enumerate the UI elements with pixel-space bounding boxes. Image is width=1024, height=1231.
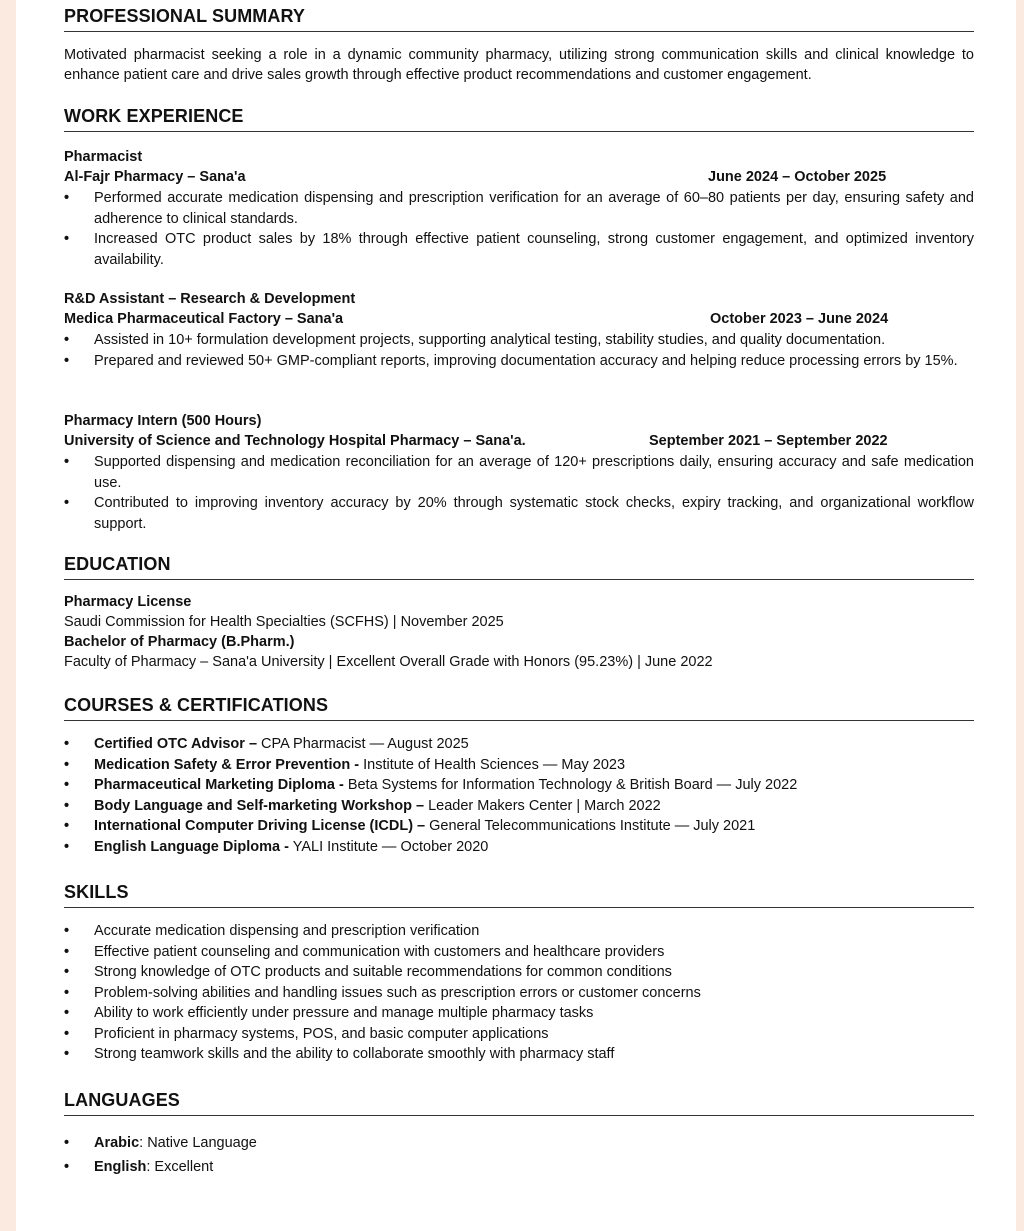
course-name: Medication Safety & Error Prevention - [94,756,360,773]
list-item [64,1155,974,1179]
job-org: Al-Fajr Pharmacy – Sana'a [64,169,246,185]
courses-section [64,695,974,857]
job-entry [64,147,974,270]
job-org-row [64,167,974,187]
job-entry [64,411,974,534]
course-detail: Leader Makers Center | March 2022 [424,797,661,814]
education-section [64,554,974,672]
education-detail: Faculty of Pharmacy – Sana'a University | Excellent Overall Grade with Honors (95.23%) | June 2022 [64,654,713,670]
list-item: • Ability to work efficiently under pressure and manage multiple pharmacy tasks [64,1003,974,1024]
language-level: : Native Language [139,1135,257,1151]
languages-list [64,1131,974,1179]
list-item [64,837,974,858]
course-detail: YALI Institute — October 2020 [288,838,489,855]
list-item: • Assisted in 10+ formulation development projects, supporting analytical testing, stability studies, and quality documentation. [64,330,974,351]
course-name: Pharmaceutical Marketing Diploma - [94,777,344,793]
languages-section [64,1090,974,1179]
language-name: English [94,1159,147,1175]
experience-heading: WORK EXPERIENCE [64,106,974,132]
job-entry [64,289,974,371]
course-detail: Institute of Health Sciences — May 2023 [359,756,626,773]
list-item [64,1131,974,1155]
list-item: • Contributed to improving inventory accuracy by 20% through systematic stock checks, expiry tracking, and organizational workflow support. [64,493,974,534]
list-item: • Performed accurate medication dispensing and prescription verification for an average of 60–80 patients per day, ensuring safety and adherence to clinical standards. [64,188,974,229]
education-heading: EDUCATION [64,554,974,580]
list-item: • Accurate medication dispensing and prescription verification [64,921,974,942]
education-title: Pharmacy License [64,594,192,610]
experience-section [64,106,974,132]
list-item: • Prepared and reviewed 50+ GMP-compliant reports, improving documentation accuracy and helping reduce processing errors by 15%. [64,351,974,372]
list-item: • Proficient in pharmacy systems, POS, and basic computer applications [64,1024,974,1045]
list-item [64,755,974,776]
education-title: Bachelor of Pharmacy (B.Pharm.) [64,634,295,650]
course-name: Certified OTC Advisor – [94,736,258,752]
list-item [64,734,974,755]
job-org: University of Science and Technology Hospital Pharmacy – Sana'a. [64,433,526,449]
course-detail: General Telecommunications Institute — July 2021 [425,818,756,834]
summary-section [64,6,974,85]
job-title: Pharmacy Intern (500 Hours) [64,413,262,429]
list-item [64,775,974,796]
job-org-row [64,431,974,451]
skills-heading: SKILLS [64,882,974,908]
course-name: International Computer Driving License (ICDL) – [94,818,426,834]
course-name: English Language Diploma - [94,838,289,855]
job-org-row [64,309,974,329]
skills-section [64,882,974,1065]
resume-page [16,0,1016,1231]
language-name: Arabic [94,1135,140,1151]
summary-heading: PROFESSIONAL SUMMARY [64,6,974,32]
course-name: Body Language and Self-marketing Workshop – [94,797,425,814]
course-detail: CPA Pharmacist — August 2025 [257,736,469,752]
list-item [64,796,974,817]
languages-heading: LANGUAGES [64,1090,974,1116]
job-dates: October 2023 – June 2024 [710,311,889,327]
language-level: : Excellent [146,1159,214,1175]
education-detail: Saudi Commission for Health Specialties (SCFHS) | November 2025 [64,614,504,630]
courses-heading: COURSES & CERTIFICATIONS [64,695,974,721]
job-dates: June 2024 – October 2025 [708,169,887,185]
job-bullets [64,188,974,270]
list-item: • Strong teamwork skills and the ability to collaborate smoothly with pharmacy staff [64,1044,974,1065]
job-title: R&D Assistant – Research & Development [64,291,356,307]
job-bullets [64,452,974,534]
list-item: • Supported dispensing and medication reconciliation for an average of 120+ prescriptions daily, ensuring accuracy and safe medication use. [64,452,974,493]
list-item: • Strong knowledge of OTC products and suitable recommendations for common conditions [64,962,974,983]
skills-list [64,921,974,1065]
job-bullets [64,330,974,371]
list-item [64,816,974,837]
list-item: • Effective patient counseling and communication with customers and healthcare providers [64,942,974,963]
list-item: • Increased OTC product sales by 18% through effective patient counseling, strong customer engagement, and optimized inventory availability. [64,229,974,270]
job-dates: September 2021 – September 2022 [649,433,888,449]
courses-list [64,734,974,857]
list-item: • Problem-solving abilities and handling issues such as prescription errors or customer concerns [64,983,974,1004]
job-org: Medica Pharmaceutical Factory – Sana'a [64,311,344,327]
summary-text: Motivated pharmacist seeking a role in a dynamic community pharmacy, utilizing strong communication skills and clinical knowledge to enhance patient care and drive sales growth through effective product recommendations and customer engagement. [64,47,974,83]
course-detail: Beta Systems for Information Technology & British Board — July 2022 [343,777,798,793]
job-title: Pharmacist [64,149,143,165]
